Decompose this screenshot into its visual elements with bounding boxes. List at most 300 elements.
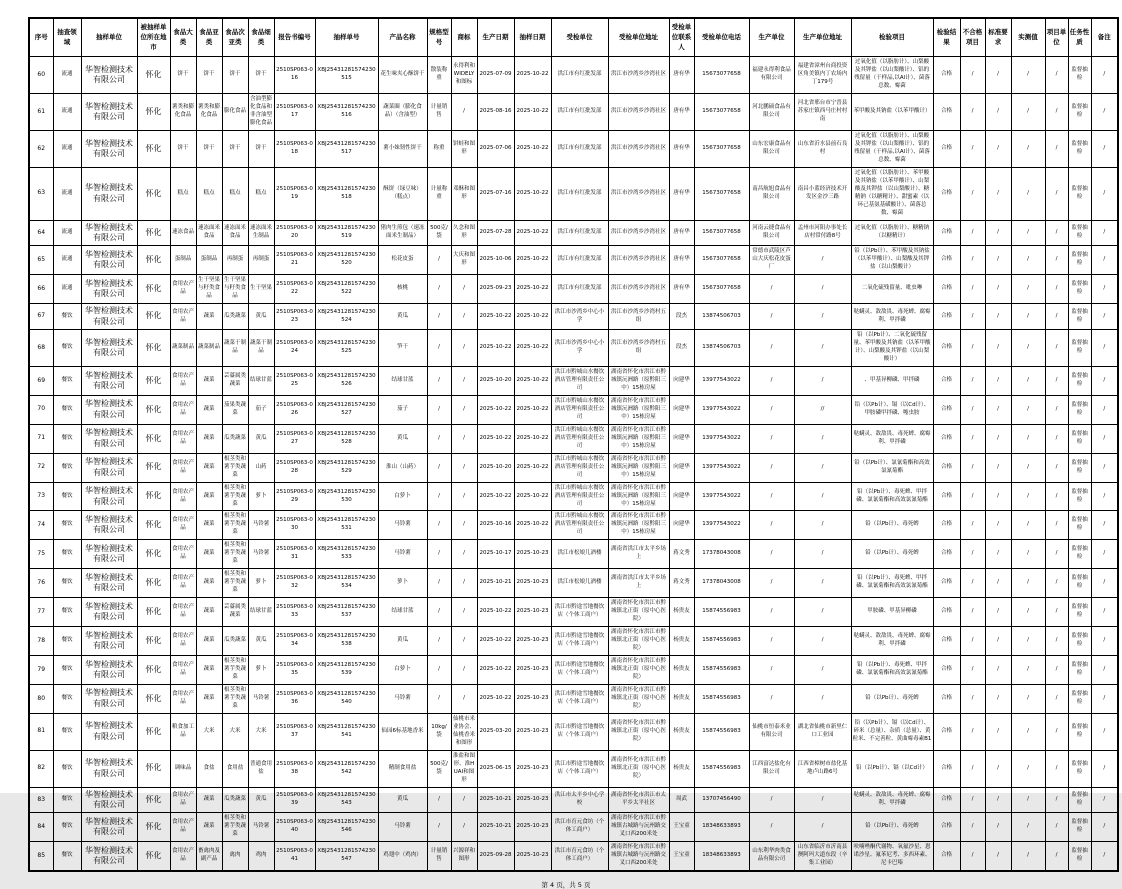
- column-header: 不合格项目: [960, 18, 985, 57]
- table-cell: 监督抽检: [1068, 813, 1091, 842]
- table-cell: 餐饮: [53, 842, 81, 871]
- table-row: [29, 94, 1118, 131]
- table-cell: 2025-03-20: [477, 713, 514, 750]
- table-cell: /: [749, 540, 794, 569]
- table-cell: 怀化: [137, 424, 170, 453]
- table-cell: 萝卜: [248, 656, 274, 685]
- table-cell: /: [985, 131, 1011, 168]
- table-cell: XBJ25431281574230546: [315, 813, 378, 842]
- table-cell: 食用农产品: [170, 842, 196, 871]
- table-cell: 洪江市黔途雪地餐饮店（个体工商户）: [551, 684, 608, 713]
- table-cell: 蛋制品: [196, 246, 222, 275]
- table-cell: 怀化: [137, 540, 170, 569]
- column-header: 食品次亚类: [222, 18, 248, 57]
- table-cell: 普通食用盐: [248, 750, 274, 787]
- table-cell: 2025-10-22: [477, 395, 514, 424]
- column-header: 序号: [29, 18, 53, 57]
- table-cell: 怀化: [137, 482, 170, 511]
- table-cell: XBJ25431281574230524: [315, 304, 378, 330]
- table-cell: 洪江市黔途雪地餐饮店（个体工商户）: [551, 713, 608, 750]
- table-cell: 2025-09-23: [477, 275, 514, 304]
- table-cell: 蒋文秀: [669, 569, 694, 598]
- table-cell: /: [985, 304, 1011, 330]
- table-cell: 15874556983: [694, 656, 749, 685]
- table-cell: 监督抽检: [1068, 787, 1091, 813]
- table-cell: 速冻面米生制品: [248, 220, 274, 246]
- table-cell: /: [794, 330, 851, 367]
- table-cell: 68: [29, 330, 53, 367]
- table-cell: 仙桃市米业协会、仙桃香米和图形: [451, 713, 477, 750]
- table-cell: 2025-10-22: [514, 167, 551, 220]
- table-cell: 2510SP063-028: [274, 453, 315, 482]
- table-cell: /: [960, 684, 985, 713]
- table-cell: XBJ25431281574230525: [315, 330, 378, 367]
- table-cell: 合格: [933, 220, 960, 246]
- table-cell: 15673077658: [694, 275, 749, 304]
- table-cell: 餐饮: [53, 482, 81, 511]
- column-header: 抽样单位: [81, 18, 137, 57]
- table-cell: 华智检测技术有限公司: [81, 684, 137, 713]
- table-cell: 芸薹属类蔬菜: [222, 598, 248, 627]
- table-cell: 2025-10-23: [514, 684, 551, 713]
- table-cell: 15874556983: [694, 713, 749, 750]
- table-cell: 2025-10-23: [514, 787, 551, 813]
- table-cell: 湖南省怀化市洪江市黔城镇沅洲路（原黔阳三中）15栋房屋: [608, 453, 669, 482]
- table-cell: /: [1045, 366, 1068, 395]
- table-cell: 监督抽检: [1068, 330, 1091, 367]
- table-cell: 监督抽检: [1068, 750, 1091, 787]
- table-cell: 马铃薯: [378, 540, 427, 569]
- table-cell: 流通: [53, 220, 81, 246]
- table-cell: 松花皮蛋: [378, 246, 427, 275]
- table-cell: 蔬菜: [196, 453, 222, 482]
- table-cell: 唐有华: [669, 167, 694, 220]
- table-cell: /: [1045, 57, 1068, 94]
- table-cell: /: [1011, 220, 1045, 246]
- table-cell: 精制食用盐: [378, 750, 427, 787]
- table-cell: 餐饮: [53, 330, 81, 367]
- table-cell: 山药: [248, 453, 274, 482]
- table-cell: 监督抽检: [1068, 511, 1091, 540]
- table-cell: 饼干: [222, 131, 248, 168]
- table-cell: 2025-10-23: [514, 713, 551, 750]
- table-cell: /: [1091, 511, 1118, 540]
- table-cell: 过氧化值（以脂肪计）、山梨酸及其钾盐（以山梨酸计）、铝的残留量（干样品,以Al计）、菌落总数、霉菌: [851, 57, 933, 94]
- table-cell: /: [451, 627, 477, 656]
- table-cell: 速冻面米食品: [222, 220, 248, 246]
- table-cell: 2025-10-16: [477, 511, 514, 540]
- table-cell: 60: [29, 57, 53, 94]
- table-cell: /: [451, 366, 477, 395]
- table-cell: /: [749, 813, 794, 842]
- table-cell: 2510SP063-026: [274, 395, 315, 424]
- table-cell: /: [451, 511, 477, 540]
- table-cell: 饼干: [248, 131, 274, 168]
- table-cell: 食用农产品: [170, 627, 196, 656]
- table-cell: 湖南省怀化市洪江市黔城镇沅洲路（原黔阳三中）15栋房屋: [608, 395, 669, 424]
- table-cell: 2025-10-22: [514, 131, 551, 168]
- table-cell: XBJ25431281574230531: [315, 511, 378, 540]
- table-cell: /: [985, 656, 1011, 685]
- column-header: 受检单位电话: [694, 18, 749, 57]
- table-cell: 洪江市有红批发部: [551, 167, 608, 220]
- table-cell: /: [1011, 569, 1045, 598]
- table-row: [29, 453, 1118, 482]
- table-cell: /: [1045, 656, 1068, 685]
- table-cell: /: [427, 453, 451, 482]
- column-header: 报告书编号: [274, 18, 315, 57]
- table-cell: 15673077658: [694, 220, 749, 246]
- table-cell: 王宝童: [669, 813, 694, 842]
- table-body: [29, 57, 1118, 871]
- table-cell: /: [960, 813, 985, 842]
- table-cell: /: [1045, 304, 1068, 330]
- table-cell: 饼蛙和图形: [451, 131, 477, 168]
- table-cell: 结球甘蓝: [378, 366, 427, 395]
- table-cell: 铅（以Pb计）、毒死蜱: [851, 684, 933, 713]
- table-cell: /: [1091, 167, 1118, 220]
- table-cell: 根茎类和薯芋类蔬菜: [222, 813, 248, 842]
- table-cell: /: [1045, 131, 1068, 168]
- table-cell: /: [1091, 246, 1118, 275]
- table-cell: /: [451, 787, 477, 813]
- table-cell: 怀化: [137, 330, 170, 367]
- table-cell: 72: [29, 453, 53, 482]
- table-cell: 王宝童: [669, 842, 694, 871]
- table-cell: XBJ25431281574230539: [315, 656, 378, 685]
- table-cell: /: [1011, 656, 1045, 685]
- table-cell: /: [1045, 540, 1068, 569]
- table-cell: 合格: [933, 366, 960, 395]
- table-cell: 13977543022: [694, 453, 749, 482]
- column-header: 检验结果: [933, 18, 960, 57]
- column-header: 食品大类: [170, 18, 196, 57]
- table-cell: 13977543022: [694, 424, 749, 453]
- table-cell: /: [1045, 246, 1068, 275]
- table-cell: 食用农产品: [170, 424, 196, 453]
- table-cell: 500克/袋: [427, 750, 451, 787]
- table-cell: /: [1011, 813, 1045, 842]
- table-cell: 洪江市有红批发部: [551, 220, 608, 246]
- table-cell: 黄瓜: [248, 787, 274, 813]
- table-cell: 淮山（山药）: [378, 453, 427, 482]
- table-cell: 2510SP063-025: [274, 366, 315, 395]
- table-cell: /: [985, 330, 1011, 367]
- table-cell: 根茎类和薯芋类蔬菜: [222, 511, 248, 540]
- table-cell: /: [960, 57, 985, 94]
- table-cell: 猪肉生煎包（速冻面米生制品）: [378, 220, 427, 246]
- table-cell: /: [427, 424, 451, 453]
- table-cell: 杨贵友: [669, 598, 694, 627]
- table-cell: 核桃: [378, 275, 427, 304]
- table-cell: /: [1091, 750, 1118, 787]
- table-cell: 向建华: [669, 424, 694, 453]
- table-cell: 散装称重: [427, 57, 451, 94]
- table-cell: /: [960, 540, 985, 569]
- table-cell: /: [1011, 275, 1045, 304]
- table-cell: /: [985, 813, 1011, 842]
- table-cell: 茄子: [248, 395, 274, 424]
- table-cell: 怀化: [137, 167, 170, 220]
- table-cell: 铅（以Pb计）、镉（以Cd计）、甲胺磷甲拌磷、噻虫胺: [851, 395, 933, 424]
- table-cell: 2025-10-22: [477, 424, 514, 453]
- table-row: [29, 424, 1118, 453]
- table-cell: /: [960, 275, 985, 304]
- table-cell: /: [749, 511, 794, 540]
- table-cell: 湖南省怀化市洪江市黔城镇沅洲路（原黔阳三中）15栋房屋: [608, 482, 669, 511]
- table-cell: 2025-10-22: [514, 424, 551, 453]
- table-cell: 再制蛋: [222, 246, 248, 275]
- table-cell: 华智检测技术有限公司: [81, 94, 137, 131]
- table-cell: /: [985, 627, 1011, 656]
- table-cell: 哒螨灵、敌敌畏、毒死蜱、腐霉利、甲拌磷: [851, 627, 933, 656]
- table-cell: 杨贵友: [669, 684, 694, 713]
- table-cell: 2025-10-20: [477, 366, 514, 395]
- table-cell: 监督抽检: [1068, 94, 1091, 131]
- table-cell: 监督抽检: [1068, 220, 1091, 246]
- table-cell: /: [1091, 540, 1118, 569]
- table-cell: 蔬菜: [196, 540, 222, 569]
- table-cell: 蔬菜制品: [196, 330, 222, 367]
- table-cell: 2510SP063-034: [274, 627, 315, 656]
- table-cell: /: [960, 167, 985, 220]
- table-cell: /: [749, 684, 794, 713]
- table-row: [29, 131, 1118, 168]
- table-cell: 合格: [933, 482, 960, 511]
- table-cell: /: [1011, 304, 1045, 330]
- table-cell: 洪江市沙湾乡沙湾社区: [608, 246, 669, 275]
- table-cell: 流通: [53, 94, 81, 131]
- table-cell: 怀化: [137, 656, 170, 685]
- table-cell: 洪江市有红批发部: [551, 246, 608, 275]
- table-cell: 食用农产品: [170, 787, 196, 813]
- table-cell: /: [1091, 627, 1118, 656]
- table-cell: /: [794, 246, 851, 275]
- table-cell: 合格: [933, 842, 960, 871]
- table-cell: 76: [29, 569, 53, 598]
- table-cell: 蔬菜: [196, 304, 222, 330]
- column-header: 项目单位: [1045, 18, 1068, 57]
- table-cell: 华智检测技术有限公司: [81, 750, 137, 787]
- table-cell: XBJ25431281574230547: [315, 842, 378, 871]
- table-cell: /: [427, 246, 451, 275]
- table-cell: /: [960, 842, 985, 871]
- table-cell: 称重: [427, 131, 451, 168]
- table-cell: /: [960, 787, 985, 813]
- table-cell: 洪江市有红批发部: [551, 94, 608, 131]
- table-cell: 怀化: [137, 569, 170, 598]
- table-cell: 监督抽检: [1068, 424, 1091, 453]
- table-cell: 18348633893: [694, 813, 749, 842]
- table-cell: 、甲基异柳磷、甲拌磷: [851, 366, 933, 395]
- table-cell: 合格: [933, 304, 960, 330]
- column-header: 被抽样单位所在地市: [137, 18, 170, 57]
- table-cell: 久念和图形: [451, 220, 477, 246]
- table-cell: 食用农产品: [170, 395, 196, 424]
- table-cell: 洪江市黔途雪地餐饮店（个体工商户）: [551, 627, 608, 656]
- table-cell: /: [1011, 453, 1045, 482]
- table-cell: 洪江市黔城山水餐饮酒店管理有限责任公司: [551, 482, 608, 511]
- table-cell: 华智检测技术有限公司: [81, 131, 137, 168]
- table-cell: /: [1045, 511, 1068, 540]
- table-cell: 2025-10-21: [477, 787, 514, 813]
- table-cell: 洪江市黔途雪地餐饮店（个体工商户）: [551, 750, 608, 787]
- table-cell: /: [1091, 813, 1118, 842]
- table-cell: 蛋制品: [170, 246, 196, 275]
- table-row: [29, 540, 1118, 569]
- table-cell: 15673077658: [694, 94, 749, 131]
- table-cell: /: [960, 713, 985, 750]
- table-cell: 2510SP063-023: [274, 304, 315, 330]
- table-cell: 结球甘蓝: [248, 366, 274, 395]
- table-cell: 2510SP063-022: [274, 275, 315, 304]
- table-cell: 洪江市黔城山水餐饮酒店管理有限责任公司: [551, 366, 608, 395]
- table-cell: 华智检测技术有限公司: [81, 453, 137, 482]
- table-cell: 马铃薯: [248, 684, 274, 713]
- table-cell: 铅（以Pb计）、毒死蜱、甲拌磷、氯氰菊酯和高效氯氰菊酯: [851, 569, 933, 598]
- table-cell: 铅（以Pb计）、毒死蜱、甲拌磷、氯氰菊酯和高效氯氰菊酯: [851, 656, 933, 685]
- table-cell: 湖南省洪江市太平乡场上: [608, 540, 669, 569]
- column-header: 抽样日期: [514, 18, 551, 57]
- table-cell: /: [985, 569, 1011, 598]
- table-cell: 蔬菜干制品: [222, 330, 248, 367]
- table-cell: 华智检测技术有限公司: [81, 569, 137, 598]
- table-cell: 合格: [933, 246, 960, 275]
- table-cell: 餐饮: [53, 366, 81, 395]
- table-cell: 食用农产品: [170, 511, 196, 540]
- table-cell: 铅（以Pb计）、镉（以Cd计）: [851, 750, 933, 787]
- table-cell: /: [794, 482, 851, 511]
- table-cell: 呋喃唑酮代谢物、氧氟沙星、恩诺沙星、氟苯尼考、多西环素、尼卡巴嗪: [851, 842, 933, 871]
- table-cell: 湖南省怀化市洪江市黔城镇沅洲路（原黔阳三中）15栋房屋: [608, 511, 669, 540]
- table-cell: 湖南省怀化市洪江市黔城镇沅洲路（原黔阳三中）15栋房屋: [608, 424, 669, 453]
- table-cell: 监督抽检: [1068, 540, 1091, 569]
- table-cell: 65: [29, 246, 53, 275]
- table-cell: 铅（以Pb计）、毒死蜱: [851, 813, 933, 842]
- table-cell: /: [749, 627, 794, 656]
- table-cell: /: [794, 540, 851, 569]
- table-cell: 鸡肉: [248, 842, 274, 871]
- table-cell: 2510SP063-041: [274, 842, 315, 871]
- table-cell: 唐有华: [669, 57, 694, 94]
- table-cell: 合格: [933, 275, 960, 304]
- table-cell: 63: [29, 167, 53, 220]
- table-cell: 2025-10-22: [514, 220, 551, 246]
- table-cell: 82: [29, 750, 53, 787]
- table-cell: 兴源祥和图形: [451, 842, 477, 871]
- table-cell: 餐饮: [53, 304, 81, 330]
- table-cell: /: [1045, 598, 1068, 627]
- table-cell: 2510SP063-019: [274, 167, 315, 220]
- table-cell: 黄瓜: [378, 304, 427, 330]
- table-cell: /: [985, 842, 1011, 871]
- table-cell: 洪江市黔城山水餐饮酒店管理有限责任公司: [551, 395, 608, 424]
- table-cell: 萝卜: [378, 569, 427, 598]
- table-cell: 调味品: [170, 750, 196, 787]
- table-cell: 监督抽检: [1068, 395, 1091, 424]
- table-cell: /: [960, 395, 985, 424]
- table-cell: 邓酥和图形: [451, 167, 477, 220]
- table-cell: 山东省临沂市沂南县澳阿玛大道东段（辛集工业园）: [794, 842, 851, 871]
- table-cell: 计量销售: [427, 94, 451, 131]
- table-cell: /: [960, 304, 985, 330]
- table-cell: 马铃薯: [378, 684, 427, 713]
- table-cell: /: [794, 304, 851, 330]
- table-cell: 孟州市河阳办事处长店村常付路8号: [794, 220, 851, 246]
- table-cell: 华智检测技术有限公司: [81, 813, 137, 842]
- table-cell: 84: [29, 813, 53, 842]
- table-cell: 萝卜: [248, 482, 274, 511]
- table-cell: 洪江市有红批发部: [551, 275, 608, 304]
- table-cell: /: [1011, 246, 1045, 275]
- table-cell: 杨贵友: [669, 750, 694, 787]
- table-cell: 湖南省怀化市洪江市黔城镇北正街（原中心医院）: [608, 598, 669, 627]
- table-cell: /: [985, 787, 1011, 813]
- table-cell: XBJ25431281574230534: [315, 569, 378, 598]
- table-cell: //: [794, 395, 851, 424]
- table-cell: 华智检测技术有限公司: [81, 627, 137, 656]
- table-cell: 唐有华: [669, 131, 694, 168]
- table-cell: 根茎类和薯芋类蔬菜: [222, 656, 248, 685]
- table-cell: 华智检测技术有限公司: [81, 713, 137, 750]
- table-cell: 蔬菜干制品: [248, 330, 274, 367]
- table-cell: /: [985, 598, 1011, 627]
- table-cell: /: [749, 275, 794, 304]
- table-cell: 怀化: [137, 453, 170, 482]
- table-cell: /: [1045, 627, 1068, 656]
- table-cell: 监督抽检: [1068, 713, 1091, 750]
- table-cell: 2510SP063-030: [274, 511, 315, 540]
- table-cell: /: [427, 569, 451, 598]
- table-cell: /: [985, 482, 1011, 511]
- table-cell: 怀化: [137, 598, 170, 627]
- table-cell: /: [427, 511, 451, 540]
- table-cell: 83: [29, 787, 53, 813]
- table-cell: 2025-10-22: [477, 482, 514, 511]
- table-cell: 71: [29, 424, 53, 453]
- table-cell: 餐饮: [53, 627, 81, 656]
- table-row: [29, 395, 1118, 424]
- table-cell: 膨化食品: [222, 94, 248, 131]
- table-cell: /: [451, 330, 477, 367]
- table-cell: 唐有华: [669, 220, 694, 246]
- table-cell: XBJ25431281574230537: [315, 598, 378, 627]
- table-cell: 华智检测技术有限公司: [81, 246, 137, 275]
- table-cell: 芸薹属类蔬菜: [222, 366, 248, 395]
- table-cell: /: [1091, 453, 1118, 482]
- table-cell: /: [451, 275, 477, 304]
- table-cell: 流通: [53, 275, 81, 304]
- table-cell: /: [451, 813, 477, 842]
- table-cell: 85: [29, 842, 53, 871]
- table-cell: 监督抽检: [1068, 131, 1091, 168]
- table-cell: /: [1045, 94, 1068, 131]
- table-cell: 蔬菜: [196, 395, 222, 424]
- table-cell: 66: [29, 275, 53, 304]
- table-cell: /: [451, 569, 477, 598]
- table-cell: 2025-10-22: [477, 598, 514, 627]
- table-cell: 白萝卜: [378, 482, 427, 511]
- table-cell: 2025-10-22: [514, 482, 551, 511]
- table-cell: 餐饮: [53, 713, 81, 750]
- table-cell: XBJ25431281574230526: [315, 366, 378, 395]
- table-cell: /: [1045, 684, 1068, 713]
- table-cell: /: [749, 395, 794, 424]
- table-cell: 华智检测技术有限公司: [81, 842, 137, 871]
- table-cell: 2025-10-22: [514, 304, 551, 330]
- table-cell: 食用农产品: [170, 304, 196, 330]
- table-cell: 2025-10-21: [477, 813, 514, 842]
